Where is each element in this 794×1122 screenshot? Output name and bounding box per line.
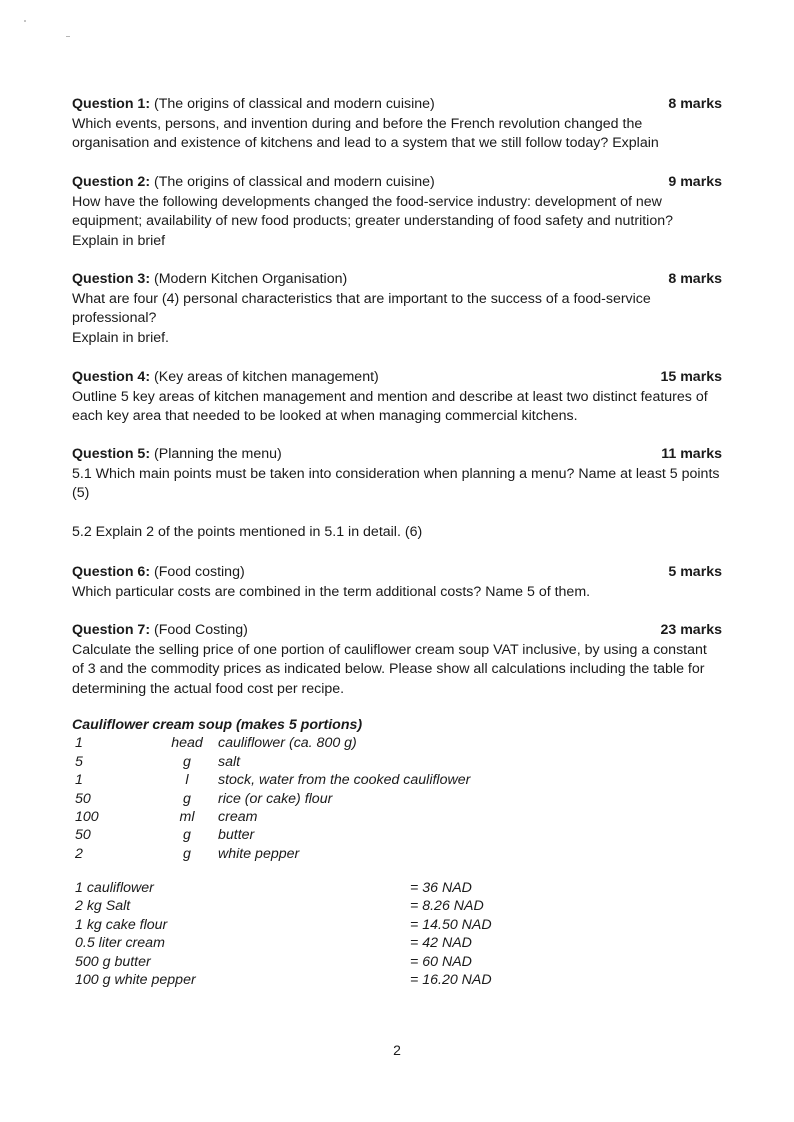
price-row: [72, 916, 552, 934]
ingredient-row: [72, 790, 552, 808]
ingredient-unit: head: [171, 735, 203, 752]
question-text: 5.2 Explain 2 of the points mentioned in 5.1 in detail. (6): [72, 524, 423, 541]
question-7: [72, 621, 722, 699]
ingredient-qty: 1: [75, 735, 83, 752]
ingredient-unit: g: [183, 827, 191, 844]
question-text: Outline 5 key areas of kitchen management and mention and describe at least two distinct features of each key area that needed to be looked at when managing commercial kitchens.: [72, 388, 708, 425]
ingredient-qty: 100: [75, 808, 99, 825]
question-2: [72, 173, 722, 251]
price-item: 500 g butter: [75, 953, 151, 970]
question-text: Which particular costs are combined in the term additional costs? Name 5 of them.: [72, 583, 591, 600]
question-marks: 5 marks: [668, 564, 722, 580]
price-value: = 42 NAD: [410, 935, 472, 952]
question-heading: [72, 173, 722, 193]
question-marks: 8 marks: [668, 271, 722, 287]
ingredient-qty: 5: [75, 753, 83, 770]
question-label: Question 3:: [72, 271, 151, 287]
ingredient-row: [72, 826, 552, 844]
question-topic: (The origins of classical and modern cuisine): [154, 96, 435, 112]
price-value: = 14.50 NAD: [410, 916, 492, 933]
ingredient-row: [72, 808, 552, 826]
question-marks: 11 marks: [661, 446, 722, 462]
question-topic: (The origins of classical and modern cuisine): [154, 174, 435, 190]
question-6: [72, 563, 722, 602]
question-heading: [72, 368, 722, 388]
commodity-prices: [72, 879, 552, 989]
question-marks: 15 marks: [660, 369, 722, 385]
question-topic: (Food costing): [154, 564, 245, 580]
ingredient-unit: ml: [179, 808, 195, 825]
ingredient-name: white pepper: [218, 845, 300, 862]
ingredient-row: [72, 845, 552, 863]
price-item: 100 g white pepper: [75, 971, 196, 988]
ingredient-name: cauliflower (ca. 800 g): [218, 735, 357, 752]
question-heading: [72, 621, 722, 641]
ingredient-unit: g: [183, 753, 191, 770]
ingredient-name: butter: [218, 827, 255, 844]
ingredient-qty: 2: [75, 845, 83, 862]
price-value: = 60 NAD: [410, 953, 472, 970]
question-marks: 8 marks: [668, 96, 722, 112]
page-number: 2: [393, 1042, 401, 1058]
ingredient-qty: 50: [75, 790, 91, 807]
ingredient-name: cream: [218, 808, 258, 825]
question-text: 5.1 Which main points must be taken into consideration when planning a menu? Name at least 5 points (5): [72, 465, 720, 502]
price-value: = 8.26 NAD: [410, 898, 484, 915]
recipe-title: Cauliflower cream soup (makes 5 portions): [72, 717, 363, 733]
question-label: Question 4:: [72, 369, 151, 385]
question-label: Question 1:: [72, 96, 151, 112]
question-text: How have the following developments changed the food-service industry: development of new equipment; availability of new food products; greater understanding of food safety and nutrition? Explain in brief: [72, 193, 673, 249]
ingredient-row: [72, 753, 552, 771]
question-topic: (Planning the menu): [154, 446, 282, 462]
price-row: [72, 971, 552, 989]
question-text: Explain in brief.: [72, 329, 169, 346]
price-row: [72, 897, 552, 915]
question-label: Question 5:: [72, 446, 151, 462]
question-3: [72, 270, 722, 348]
question-1: [72, 95, 722, 154]
ingredient-qty: 1: [75, 772, 83, 789]
question-4: [72, 368, 722, 427]
question-marks: 23 marks: [660, 622, 722, 638]
question-label: Question 6:: [72, 564, 151, 580]
ingredient-qty: 50: [75, 827, 91, 844]
scan-specks: [22, 18, 82, 48]
question-heading: [72, 563, 722, 583]
question-topic: (Food Costing): [154, 622, 248, 638]
question-label: Question 2:: [72, 174, 151, 190]
ingredient-unit: g: [183, 845, 191, 862]
price-item: 1 cauliflower: [75, 880, 154, 896]
ingredient-row: [72, 771, 552, 789]
question-5: [72, 445, 722, 543]
question-marks: 9 marks: [668, 174, 722, 190]
question-topic: (Key areas of kitchen management): [154, 369, 379, 385]
question-heading: [72, 270, 722, 290]
question-text: Which events, persons, and invention during and before the French revolution changed the organisation and existence of kitchens and lead to a system that we still follow today? Explain: [72, 115, 659, 152]
question-text: Calculate the selling price of one portion of cauliflower cream soup VAT inclusive, by using a constant of 3 and the commodity prices as indicated below. Please show all calculations including the table for determining the actual food cost per recipe.: [72, 641, 707, 697]
question-heading: [72, 95, 722, 115]
ingredient-name: rice (or cake) flour: [218, 790, 333, 807]
question-text: What are four (4) personal characteristics that are important to the success of a food-service professional?: [72, 290, 651, 327]
ingredient-row: [72, 734, 552, 752]
ingredient-unit: l: [185, 772, 189, 789]
question-label: Question 7:: [72, 622, 151, 638]
price-row: [72, 953, 552, 971]
price-value: = 16.20 NAD: [410, 971, 492, 988]
ingredient-name: salt: [218, 753, 241, 770]
ingredient-unit: g: [183, 790, 191, 807]
price-item: 2 kg Salt: [75, 898, 131, 915]
price-row: [72, 879, 552, 897]
question-topic: (Modern Kitchen Organisation): [154, 271, 348, 287]
ingredient-name: stock, water from the cooked cauliflower: [218, 772, 471, 789]
price-item: 0.5 liter cream: [75, 935, 165, 952]
price-item: 1 kg cake flour: [75, 916, 168, 933]
recipe-block: [72, 716, 552, 863]
question-heading: [72, 445, 722, 465]
price-row: [72, 934, 552, 952]
price-value: = 36 NAD: [410, 880, 472, 896]
